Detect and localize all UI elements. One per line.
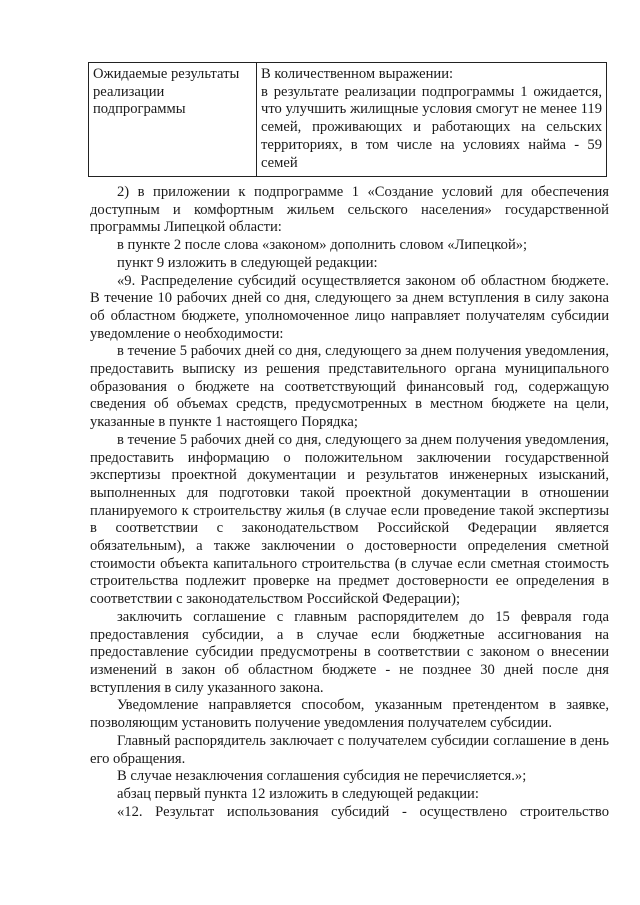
paragraph: Уведомление направляется способом, указанным претендентом в заявке, позволяющим установить получение уведомления получателем субсидии. bbox=[90, 697, 609, 732]
paragraph: в течение 5 рабочих дней со дня, следующего за днем получения уведомления, предоставить выписку из решения представительного органа муниципального образования о бюджете на соответствующий финансовый год, содержащую сведения об объемах средств, предусмотренных в местном бюджете на цели, указанные в пункте 1 настоящего Порядка; bbox=[90, 343, 609, 431]
body-text bbox=[90, 184, 609, 821]
table-row bbox=[89, 63, 607, 177]
paragraph: 2) в приложении к подпрограмме 1 «Создание условий для обеспечения доступным и комфортным жильем сельского населения» государственной программы Липецкой области: bbox=[90, 184, 609, 236]
paragraph: «12. Результат использования субсидий - осуществлено строительство bbox=[117, 803, 609, 820]
paragraph: Главный распорядитель заключает с получателем субсидии соглашение в день его обращения. bbox=[90, 732, 609, 767]
results-value-cell bbox=[257, 63, 607, 177]
paragraph: заключить соглашение с главным распорядителем до 15 февраля года предоставления субсидии, а в случае если бюджетные ассигнования на предоставление субсидии предусмотрены в соответствии с законом о внесении изменений в закон об областном бюджете - не позднее 30 дней после дня вступления в силу указанного закона. bbox=[90, 608, 609, 696]
paragraph: В случае незаключения соглашения субсидия не перечисляется.»; bbox=[117, 768, 527, 785]
paragraph: пункт 9 изложить в следующей редакции: bbox=[117, 254, 378, 271]
results-heading: В количественном выражении: bbox=[261, 66, 454, 82]
results-label-cell: Ожидаемые результаты реализации подпрограммы bbox=[89, 63, 257, 177]
paragraph: в течение 5 рабочих дней со дня, следующего за днем получения уведомления, предоставить информацию о положительном заключении государственной экспертизы проектной документации и результатов инженерных изысканий, выполненных для подготовки такой проектной документации в отношении планируемого к строительству жилья (в случае если проведение такой экспертизы в соответствии с законодательством Российской Федерации является обязательным), а также заключении о достоверности определения сметной стоимости объекта капитального строительства (в случае если сметная стоимость строительства подлежит проверке на предмет достоверности ее определения в соответствии с законодательством Российской Федерации); bbox=[90, 431, 609, 608]
results-table bbox=[88, 62, 607, 177]
results-value: в результате реализации подпрограммы 1 ожидается, что улучшить жилищные условия смогут не менее 119 семей, проживающих и работающих на сельских территориях, в том числе на условиях найма - 59 семей bbox=[261, 83, 602, 171]
paragraph: в пункте 2 после слова «законом» дополнить словом «Липецкой»; bbox=[117, 237, 528, 254]
paragraph: абзац первый пункта 12 изложить в следующей редакции: bbox=[117, 785, 479, 802]
paragraph: «9. Распределение субсидий осуществляется законом об областном бюджете. В течение 10 рабочих дней со дня, следующего за днем вступления в силу закона об областном бюджете, уполномоченное лицо направляет получателям субсидии уведомление о необходимости: bbox=[90, 272, 609, 342]
